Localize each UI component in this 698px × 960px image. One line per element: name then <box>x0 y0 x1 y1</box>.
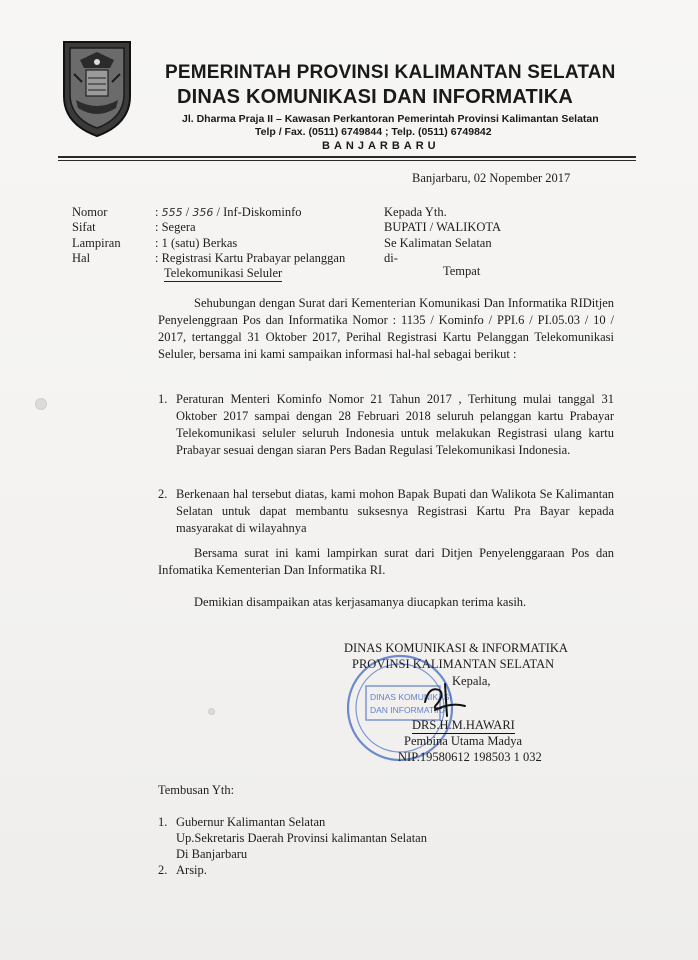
cc-item1-line3: Di Banjarbaru <box>176 847 248 861</box>
hal-value-1: : Registrasi Kartu Prabayar pelanggan <box>155 251 346 265</box>
closing-attachment: Bersama surat ini kami lampirkan surat dari Ditjen Penyelenggaraan Pos dan Infomatika Kementerian Dan Informatika RI. <box>158 546 614 577</box>
header-city: BANJARBARU <box>322 140 440 152</box>
header-rule-thin <box>58 160 636 161</box>
cc-item1-line2: Up.Sekretaris Daerah Provinsi kalimantan Selatan <box>176 831 427 845</box>
addressee-line1: Kepada Yth. <box>384 205 447 219</box>
lampiran-value: : 1 (satu) Berkas <box>155 236 238 250</box>
addressee-line3: Se Kalimatan Selatan <box>384 236 492 250</box>
sifat-value: : Segera <box>155 220 196 234</box>
header-address: Jl. Dharma Praja II – Kawasan Perkantoran Pemerintah Provinsi Kalimantan Selatan <box>182 113 599 125</box>
sign-org-1: DINAS KOMUNIKASI & INFORMATIKA <box>344 641 568 655</box>
sign-role: Kepala, <box>452 674 491 688</box>
letter-date: Banjarbaru, 02 Nopember 2017 <box>412 171 571 185</box>
item2-text: Berkenaan hal tersebut diatas, kami mohon Bapak Bupati dan Walikota Se Kalimantan Selatan untuk dapat membantu suksesnya Registrasi Kartu Pra Bayar kepada masyarakat di wilayahnya <box>176 487 614 535</box>
sifat-label: Sifat <box>72 220 96 234</box>
cc-item2: Arsip. <box>176 863 207 877</box>
sign-org-2: PROVINSI KALIMANTAN SELATAN <box>352 657 555 671</box>
nomor-separator: / <box>185 205 190 219</box>
punch-hole <box>208 708 215 715</box>
nomor-handwritten-1: 555 <box>161 206 183 219</box>
item2-number: 2. <box>158 487 168 501</box>
nomor-label: Nomor <box>72 205 108 219</box>
nomor-suffix: / Inf-Diskominfo <box>216 205 302 219</box>
header-rule <box>58 156 636 158</box>
sign-nip: NIP.19580612 198503 1 032 <box>398 750 542 764</box>
cc-item1-line1: Gubernur Kalimantan Selatan <box>176 815 326 829</box>
provincial-emblem-icon <box>58 38 136 138</box>
header-agency: DINAS KOMUNIKASI DAN INFORMATIKA <box>177 86 574 108</box>
body-intro: Sehubungan dengan Surat dari Kementerian Komunikasi Dan Informatika RIDitjen Penyelenggraan Pos dan Informatika Nomor : 1135 / Kominfo / PPI.6 / PI.05.03 / 10 / 2017, tertanggal 31 Oktober 2017, Perihal Registrasi Kartu Pelanggan Telekomunikasi Seluler, bersama ini kami sampaikan informasi hal-hal sebagai berikut : <box>158 296 614 361</box>
addressee-line5: Tempat <box>443 264 481 278</box>
stamp-text-1: DINAS KOMUNIKASI <box>370 692 452 702</box>
sign-name: DRS.H.M.HAWARI <box>412 718 515 732</box>
nomor-value: : 555 / 356 / Inf-Diskominfo <box>155 205 302 219</box>
header-government: PEMERINTAH PROVINSI KALIMANTAN SELATAN <box>165 62 616 83</box>
item1-text: Peraturan Menteri Kominfo Nomor 21 Tahun 2017 , Terhitung mulai tanggal 31 Oktober 2017 sampai dengan 28 Februari 2018 seluruh pelanggan kartu Prabayar Telekomunikasi seluler seluruh Indonesia untuk melakukan Registrasi ulang kartu Prabayar sesuai dengan siaran Pers Badan Regulasi Telekomunikasi Indonesia. <box>176 392 614 457</box>
item1-number: 1. <box>158 392 168 406</box>
addressee-line2: BUPATI / WALIKOTA <box>384 220 502 234</box>
stamp-text-2: DAN INFORMATIKA <box>370 705 448 715</box>
hal-value-2: Telekomunikasi Seluler <box>164 266 283 280</box>
hal-label: Hal <box>72 251 91 265</box>
lampiran-label: Lampiran <box>72 236 121 250</box>
handwritten-signature <box>415 680 475 720</box>
cc-title: Tembusan Yth: <box>158 783 235 797</box>
cc-item2-number: 2. <box>158 863 168 877</box>
nomor-handwritten-2: 356 <box>192 206 214 219</box>
header-phone: Telp / Fax. (0511) 6749844 ; Telp. (0511) 6749842 <box>255 126 492 138</box>
cc-item1-number: 1. <box>158 815 168 829</box>
sign-rank: Pembina Utama Madya <box>404 734 523 748</box>
closing-thanks: Demikian disampaikan atas kerjasamanya diucapkan terima kasih. <box>194 595 527 609</box>
punch-hole <box>35 398 47 410</box>
addressee-line4: di- <box>384 251 398 265</box>
